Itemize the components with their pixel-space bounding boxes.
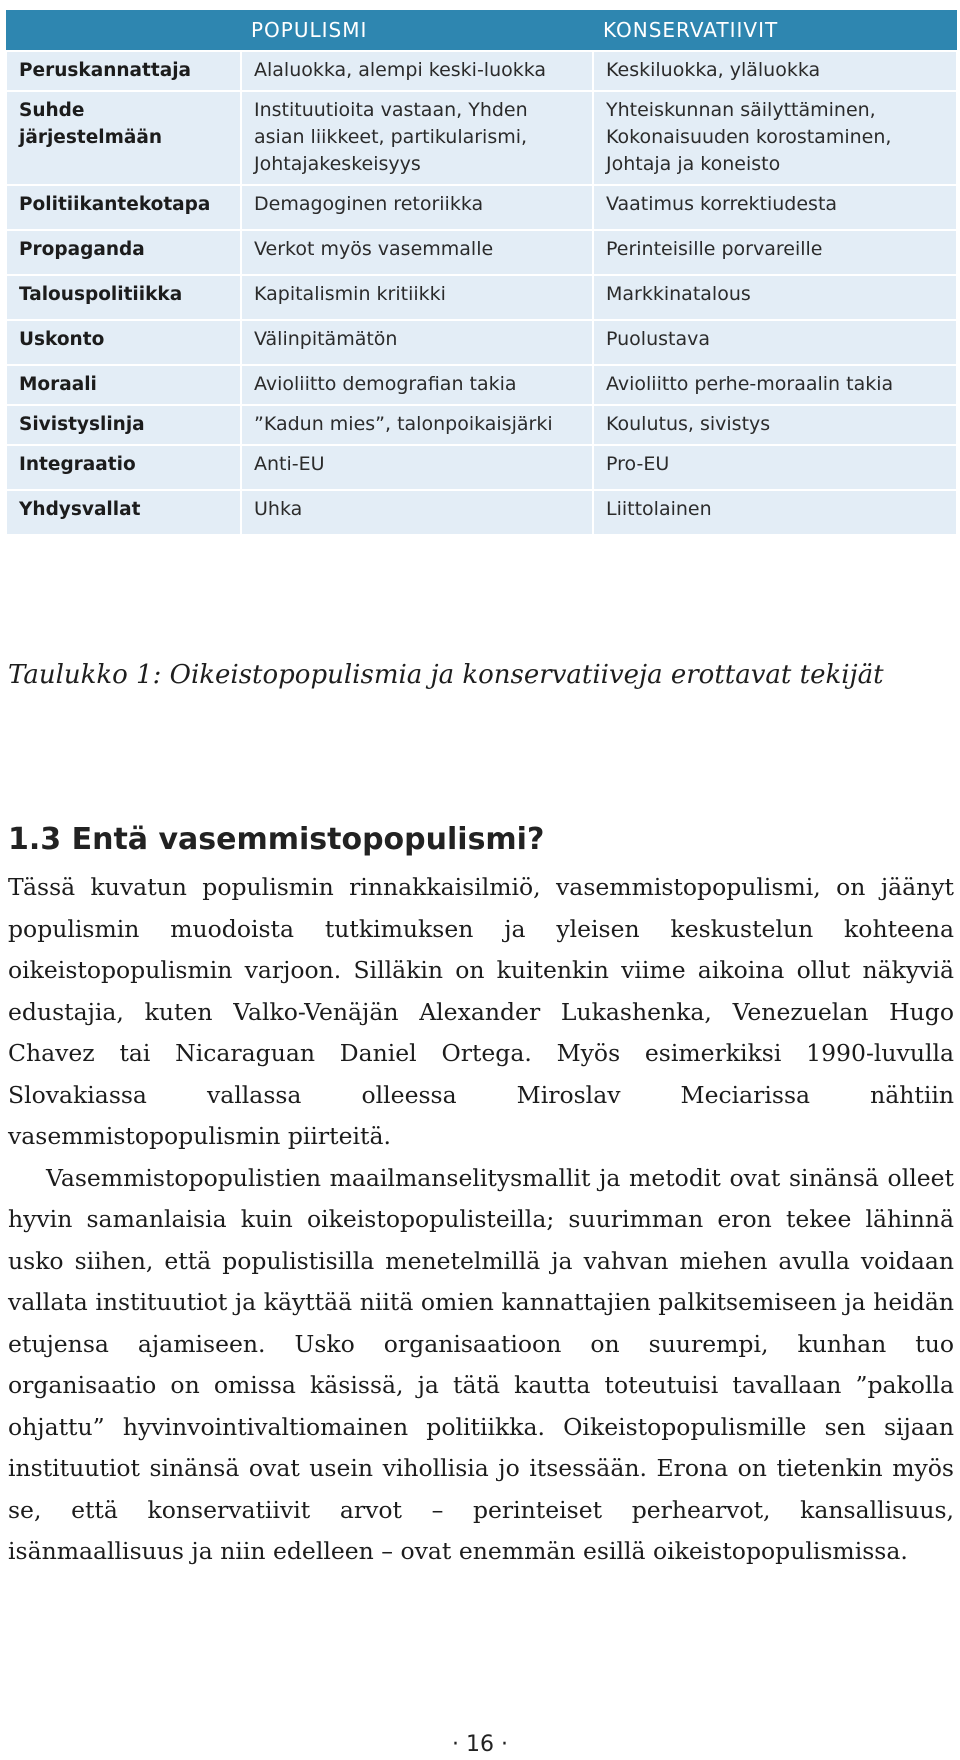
row-populism-value: ”Kadun mies”, talonpoikaisjärki [241,405,593,445]
row-populism-value: Välinpitämätön [241,320,593,365]
row-conservative-value: Liittolainen [593,490,957,535]
row-category: Uskonto [6,320,241,365]
table-row [6,91,957,185]
row-category: Moraali [6,365,241,405]
page-number: · 16 · [452,1732,508,1757]
section-heading: 1.3 Entä vasemmistopopulismi? [8,822,545,857]
row-conservative-value: Vaatimus korrektiudesta [593,185,957,230]
row-conservative-value: Koulutus, sivistys [593,405,957,445]
table-header-populism: POPULISMI [241,10,593,51]
row-conservative-value: Markkinatalous [593,275,957,320]
row-category: Sivistyslinja [6,405,241,445]
row-conservative-value: Keskiluokka, yläluokka [593,51,957,91]
row-conservative-value: Pro-EU [593,445,957,490]
table-header-empty [6,10,241,51]
row-category: Peruskannattaja [6,51,241,91]
row-populism-value: Anti-EU [241,445,593,490]
row-conservative-value: Avioliitto perhe-moraalin takia [593,365,957,405]
row-category: Talouspolitiikka [6,275,241,320]
table-row [6,490,957,535]
table-row [6,445,957,490]
body-text [8,867,954,1573]
row-conservative-value: Perinteisille porvareille [593,230,957,275]
row-populism-value: Instituutioita vastaan, Yhden asian liikkeet, partikularismi, Johtajakeskeisyys [241,91,593,185]
table-row [6,365,957,405]
row-populism-value: Uhka [241,490,593,535]
table-row [6,185,957,230]
table-row [6,405,957,445]
row-populism-value: Kapitalismin kritiikki [241,275,593,320]
table-header-conservatives: KONSERVATIIVIT [593,10,957,51]
row-category: Integraatio [6,445,241,490]
row-populism-value: Alaluokka, alempi keski-luokka [241,51,593,91]
row-category: Yhdysvallat [6,490,241,535]
row-populism-value: Demagoginen retoriikka [241,185,593,230]
table-row [6,275,957,320]
table-header-row [6,10,957,51]
row-category: Politiikantekotapa [6,185,241,230]
comparison-table [5,10,958,536]
table-row [6,230,957,275]
row-conservative-value: Puolustava [593,320,957,365]
table-caption: Taulukko 1: Oikeistopopulismia ja konservatiiveja erottavat tekijät [8,660,884,690]
table-row [6,320,957,365]
row-category: Propaganda [6,230,241,275]
row-populism-value: Avioliitto demografian takia [241,365,593,405]
paragraph: Tässä kuvatun populismin rinnakkaisilmiö, vasemmistopopulismi, on jäänyt populismin muodoista tutkimuksen ja yleisen keskustelun kohteena oikeistopopulismin varjoon. Silläkin on kuitenkin viime aikoina ollut näkyviä edustajia, kuten Valko-Venäjän Alexander Lukashenka, Venezuelan Hugo Chavez tai Nicaraguan Daniel Ortega. Myös esimerkiksi 1990-luvulla Slovakiassa vallassa olleessa Miroslav Meciarissa nähtiin vasemmistopopulismin piirteitä. [8,873,954,1150]
row-populism-value: Verkot myös vasemmalle [241,230,593,275]
row-conservative-value: Yhteiskunnan säilyttäminen, Kokonaisuuden korostaminen, Johtaja ja koneisto [593,91,957,185]
paragraph: Vasemmistopopulistien maailmanselitysmallit ja metodit ovat sinänsä olleet hyvin samanlaisia kuin oikeistopopulisteilla; suurimman eron tekee lähinnä usko siihen, että populistisilla menetelmillä ja vahvan miehen avulla voidaan vallata instituutiot ja käyttää niitä omien kannattajien palkitsemiseen ja heidän etujensa ajamiseen. Usko organisaatioon on suurempi, kunhan tuo organisaatio on omissa käsissä, ja tätä kautta toteutuisi tavallaan ”pakolla ohjattu” hyvinvointivaltiomainen politiikka. Oikeistopopulismille sen sijaan instituutiot sinänsä ovat usein vihollisia jo itsessään. Erona on tietenkin myös se, että konservatiivit arvot – perinteiset perhearvot, kansallisuus, isänmaallisuus ja niin edelleen – ovat enemmän esillä oikeistopopulismissa. [8,1163,954,1565]
table-row [6,51,957,91]
row-category: Suhde järjestelmään [6,91,241,185]
